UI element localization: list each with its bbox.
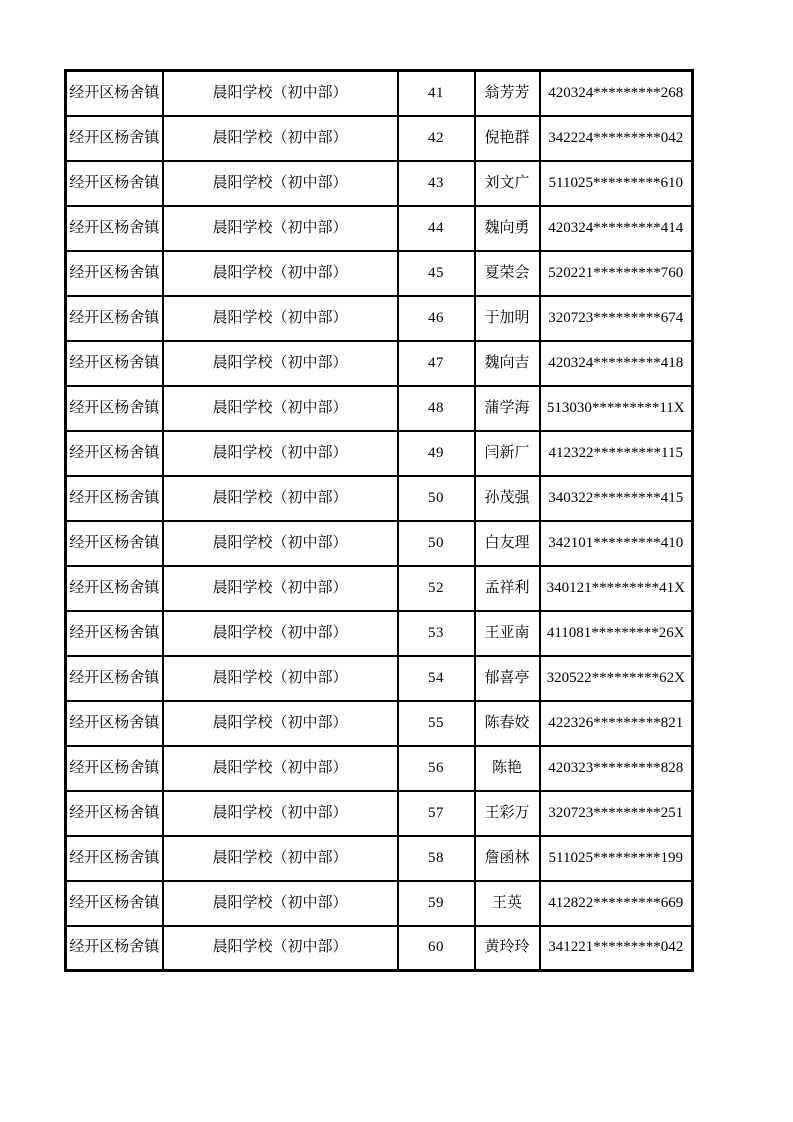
district-cell: 经开区杨舍镇 [66, 161, 163, 206]
school-cell: 晨阳学校（初中部） [163, 611, 398, 656]
table-row [66, 431, 693, 476]
serial-number-cell: 41 [398, 71, 475, 116]
school-cell: 晨阳学校（初中部） [163, 431, 398, 476]
school-cell: 晨阳学校（初中部） [163, 701, 398, 746]
district-cell: 经开区杨舍镇 [66, 881, 163, 926]
person-name-cell: 魏向吉 [475, 341, 540, 386]
table-row [66, 881, 693, 926]
district-cell: 经开区杨舍镇 [66, 296, 163, 341]
person-name-cell: 于加明 [475, 296, 540, 341]
table-row [66, 116, 693, 161]
serial-number-cell: 57 [398, 791, 475, 836]
id-number-cell: 320522*********62X [540, 656, 693, 701]
person-name-cell: 魏向勇 [475, 206, 540, 251]
serial-number-cell: 44 [398, 206, 475, 251]
id-number-cell: 520221*********760 [540, 251, 693, 296]
table-row [66, 296, 693, 341]
id-number-cell: 412822*********669 [540, 881, 693, 926]
school-cell: 晨阳学校（初中部） [163, 521, 398, 566]
table-row [66, 791, 693, 836]
district-cell: 经开区杨舍镇 [66, 251, 163, 296]
roster-table [64, 69, 694, 972]
table-row [66, 476, 693, 521]
table-row [66, 566, 693, 611]
person-name-cell: 倪艳群 [475, 116, 540, 161]
id-number-cell: 511025*********610 [540, 161, 693, 206]
school-cell: 晨阳学校（初中部） [163, 476, 398, 521]
serial-number-cell: 58 [398, 836, 475, 881]
school-cell: 晨阳学校（初中部） [163, 881, 398, 926]
district-cell: 经开区杨舍镇 [66, 656, 163, 701]
person-name-cell: 夏荣会 [475, 251, 540, 296]
id-number-cell: 341221*********042 [540, 926, 693, 971]
district-cell: 经开区杨舍镇 [66, 566, 163, 611]
school-cell: 晨阳学校（初中部） [163, 251, 398, 296]
serial-number-cell: 47 [398, 341, 475, 386]
school-cell: 晨阳学校（初中部） [163, 791, 398, 836]
person-name-cell: 孟祥利 [475, 566, 540, 611]
person-name-cell: 闫新厂 [475, 431, 540, 476]
id-number-cell: 422326*********821 [540, 701, 693, 746]
person-name-cell: 翁芳芳 [475, 71, 540, 116]
serial-number-cell: 50 [398, 521, 475, 566]
school-cell: 晨阳学校（初中部） [163, 341, 398, 386]
district-cell: 经开区杨舍镇 [66, 701, 163, 746]
id-number-cell: 420324*********418 [540, 341, 693, 386]
district-cell: 经开区杨舍镇 [66, 116, 163, 161]
serial-number-cell: 52 [398, 566, 475, 611]
person-name-cell: 陈春姣 [475, 701, 540, 746]
id-number-cell: 342224*********042 [540, 116, 693, 161]
serial-number-cell: 53 [398, 611, 475, 656]
person-name-cell: 孙茂强 [475, 476, 540, 521]
table-row [66, 161, 693, 206]
district-cell: 经开区杨舍镇 [66, 71, 163, 116]
person-name-cell: 詹函林 [475, 836, 540, 881]
serial-number-cell: 60 [398, 926, 475, 971]
id-number-cell: 420324*********268 [540, 71, 693, 116]
table-row [66, 926, 693, 971]
school-cell: 晨阳学校（初中部） [163, 926, 398, 971]
table-row [66, 251, 693, 296]
serial-number-cell: 54 [398, 656, 475, 701]
table-row [66, 746, 693, 791]
district-cell: 经开区杨舍镇 [66, 386, 163, 431]
table-row [66, 386, 693, 431]
serial-number-cell: 56 [398, 746, 475, 791]
person-name-cell: 白友理 [475, 521, 540, 566]
district-cell: 经开区杨舍镇 [66, 431, 163, 476]
district-cell: 经开区杨舍镇 [66, 206, 163, 251]
table-row [66, 341, 693, 386]
table-row [66, 206, 693, 251]
district-cell: 经开区杨舍镇 [66, 476, 163, 521]
school-cell: 晨阳学校（初中部） [163, 566, 398, 611]
id-number-cell: 511025*********199 [540, 836, 693, 881]
serial-number-cell: 59 [398, 881, 475, 926]
id-number-cell: 420323*********828 [540, 746, 693, 791]
serial-number-cell: 48 [398, 386, 475, 431]
district-cell: 经开区杨舍镇 [66, 746, 163, 791]
district-cell: 经开区杨舍镇 [66, 791, 163, 836]
table-row [66, 521, 693, 566]
school-cell: 晨阳学校（初中部） [163, 386, 398, 431]
school-cell: 晨阳学校（初中部） [163, 746, 398, 791]
person-name-cell: 刘文广 [475, 161, 540, 206]
school-cell: 晨阳学校（初中部） [163, 161, 398, 206]
id-number-cell: 320723*********251 [540, 791, 693, 836]
roster-table-body [66, 71, 693, 971]
person-name-cell: 陈艳 [475, 746, 540, 791]
school-cell: 晨阳学校（初中部） [163, 656, 398, 701]
person-name-cell: 黄玲玲 [475, 926, 540, 971]
school-cell: 晨阳学校（初中部） [163, 296, 398, 341]
school-cell: 晨阳学校（初中部） [163, 836, 398, 881]
table-row [66, 71, 693, 116]
serial-number-cell: 45 [398, 251, 475, 296]
serial-number-cell: 49 [398, 431, 475, 476]
id-number-cell: 420324*********414 [540, 206, 693, 251]
table-row [66, 611, 693, 656]
id-number-cell: 340121*********41X [540, 566, 693, 611]
person-name-cell: 王英 [475, 881, 540, 926]
serial-number-cell: 43 [398, 161, 475, 206]
serial-number-cell: 50 [398, 476, 475, 521]
table-row [66, 836, 693, 881]
school-cell: 晨阳学校（初中部） [163, 71, 398, 116]
table-row [66, 656, 693, 701]
school-cell: 晨阳学校（初中部） [163, 206, 398, 251]
id-number-cell: 411081*********26X [540, 611, 693, 656]
district-cell: 经开区杨舍镇 [66, 341, 163, 386]
id-number-cell: 513030*********11X [540, 386, 693, 431]
serial-number-cell: 46 [398, 296, 475, 341]
district-cell: 经开区杨舍镇 [66, 926, 163, 971]
serial-number-cell: 55 [398, 701, 475, 746]
serial-number-cell: 42 [398, 116, 475, 161]
id-number-cell: 412322*********115 [540, 431, 693, 476]
person-name-cell: 王亚南 [475, 611, 540, 656]
person-name-cell: 王彩万 [475, 791, 540, 836]
id-number-cell: 320723*********674 [540, 296, 693, 341]
district-cell: 经开区杨舍镇 [66, 836, 163, 881]
district-cell: 经开区杨舍镇 [66, 611, 163, 656]
district-cell: 经开区杨舍镇 [66, 521, 163, 566]
table-row [66, 701, 693, 746]
id-number-cell: 342101*********410 [540, 521, 693, 566]
school-cell: 晨阳学校（初中部） [163, 116, 398, 161]
person-name-cell: 蒲学海 [475, 386, 540, 431]
id-number-cell: 340322*********415 [540, 476, 693, 521]
person-name-cell: 郁喜亭 [475, 656, 540, 701]
